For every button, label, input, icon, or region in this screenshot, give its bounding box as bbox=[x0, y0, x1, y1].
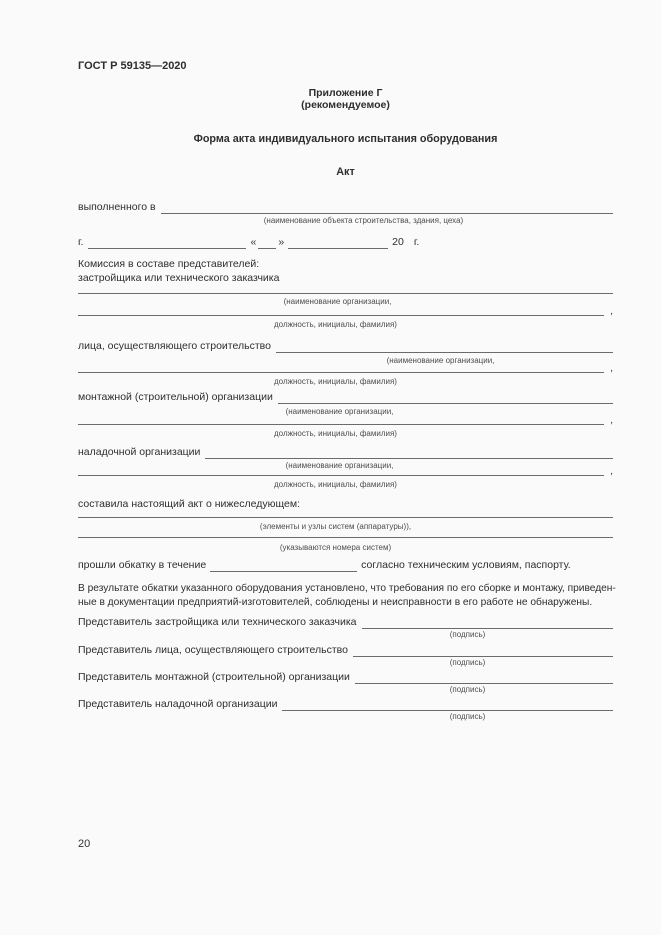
open-quote: « bbox=[250, 236, 257, 248]
signature-line bbox=[355, 672, 613, 684]
builder-person-line bbox=[78, 372, 604, 373]
developer-person-line bbox=[78, 315, 604, 316]
appendix-heading bbox=[78, 87, 613, 111]
system-numbers-caption: (указываются номера систем) bbox=[279, 543, 392, 552]
performed-in-caption: (наименование объекта строительства, здания, цеха) bbox=[263, 216, 464, 225]
person-caption: должность, инициалы, фамилия) bbox=[274, 320, 397, 329]
trailing-comma: , bbox=[610, 305, 613, 317]
day-line bbox=[258, 236, 276, 249]
form-title: Форма акта индивидуального испытания оборудования bbox=[193, 133, 498, 145]
builder-label: лица, осуществляющего строительство bbox=[78, 340, 271, 352]
date-row bbox=[78, 236, 613, 249]
signature-row-installer bbox=[78, 672, 613, 684]
act-statement: составила настоящий акт о нижеследующем: bbox=[78, 498, 301, 510]
page-content bbox=[78, 0, 616, 722]
org-name-caption: (наименование организации, bbox=[285, 407, 394, 416]
city-line bbox=[88, 236, 246, 249]
run-in-duration-line bbox=[210, 559, 357, 572]
performed-in-line bbox=[161, 201, 613, 214]
signature-caption: (подпись) bbox=[449, 630, 486, 639]
signature-line bbox=[282, 699, 613, 711]
signature-caption: (подпись) bbox=[449, 712, 486, 721]
page-number: 20 bbox=[78, 838, 91, 850]
act-heading: Акт bbox=[336, 166, 355, 178]
systems-caption: (элементы и узлы систем (аппаратуры)), bbox=[259, 522, 412, 531]
month-line bbox=[288, 236, 388, 249]
commissioning-org-line bbox=[205, 446, 613, 459]
person-caption: должность, инициалы, фамилия) bbox=[274, 429, 397, 438]
trailing-comma: , bbox=[610, 414, 613, 426]
signature-row-builder bbox=[78, 645, 613, 657]
installer-person-row bbox=[78, 414, 613, 426]
signature-caption: (подпись) bbox=[449, 685, 486, 694]
systems-line bbox=[78, 511, 613, 518]
commissioning-label: наладочной организации bbox=[78, 446, 201, 458]
signature-row-developer bbox=[78, 617, 613, 629]
system-numbers-line bbox=[78, 532, 613, 538]
commission-block bbox=[78, 258, 613, 285]
year-prefix: 20 bbox=[392, 236, 404, 248]
appendix-title: Приложение Г bbox=[308, 87, 383, 99]
builder-person-row bbox=[78, 362, 613, 374]
installer-person-line bbox=[78, 424, 604, 425]
result-line-1: В результате обкатки указанного оборудования установлено, что требования по его сборке и монтажу, приведен- bbox=[78, 583, 616, 594]
result-paragraph bbox=[78, 582, 616, 609]
signature-row-commissioning bbox=[78, 699, 613, 711]
signature-label: Представитель застройщика или технического заказчика bbox=[78, 616, 357, 628]
run-in-suffix: согласно техническим условиям, паспорту. bbox=[361, 559, 571, 571]
close-quote: » bbox=[278, 236, 285, 248]
run-in-label: прошли обкатку в течение bbox=[78, 559, 207, 571]
developer-person-row bbox=[78, 307, 613, 316]
commission-intro: Комиссия в составе представителей: bbox=[78, 258, 260, 270]
standard-code: ГОСТ Р 59135—2020 bbox=[78, 60, 187, 72]
result-line-2: ные в документации предприятий-изготовителей, соблюдены и неисправности в его работе не обнаружены. bbox=[78, 596, 593, 608]
org-name-caption: (наименование организации, bbox=[386, 356, 495, 365]
signature-caption: (подпись) bbox=[449, 658, 486, 667]
installer-label: монтажной (строительной) организации bbox=[78, 391, 273, 403]
performed-in-row bbox=[78, 201, 613, 214]
developer-org-line bbox=[78, 286, 613, 294]
signature-line bbox=[353, 645, 613, 657]
signature-line bbox=[362, 617, 613, 629]
developer-label: застройщика или технического заказчика bbox=[78, 271, 280, 284]
trailing-comma: , bbox=[610, 465, 613, 477]
installer-org-line bbox=[278, 391, 613, 404]
person-caption: должность, инициалы, фамилия) bbox=[274, 377, 397, 386]
signature-label: Представитель наладочной организации bbox=[78, 698, 278, 710]
city-label: г. bbox=[78, 236, 84, 248]
appendix-kind: (рекомендуемое) bbox=[301, 99, 390, 111]
signature-label: Представитель лица, осуществляющего строительство bbox=[78, 644, 348, 656]
org-name-caption: (наименование организации, bbox=[285, 461, 394, 470]
year-suffix: г. bbox=[413, 236, 420, 248]
commissioning-row bbox=[78, 446, 613, 459]
builder-org-line bbox=[276, 340, 613, 353]
org-name-caption: (наименование организации, bbox=[283, 297, 392, 306]
run-in-row bbox=[78, 559, 613, 572]
builder-row bbox=[78, 340, 613, 353]
installer-row bbox=[78, 391, 613, 404]
signature-label: Представитель монтажной (строительной) организации bbox=[78, 671, 350, 683]
commissioning-person-line bbox=[78, 475, 604, 476]
performed-in-label: выполненного в bbox=[78, 201, 156, 213]
person-caption: должность, инициалы, фамилия) bbox=[274, 480, 397, 489]
trailing-comma: , bbox=[610, 362, 613, 374]
